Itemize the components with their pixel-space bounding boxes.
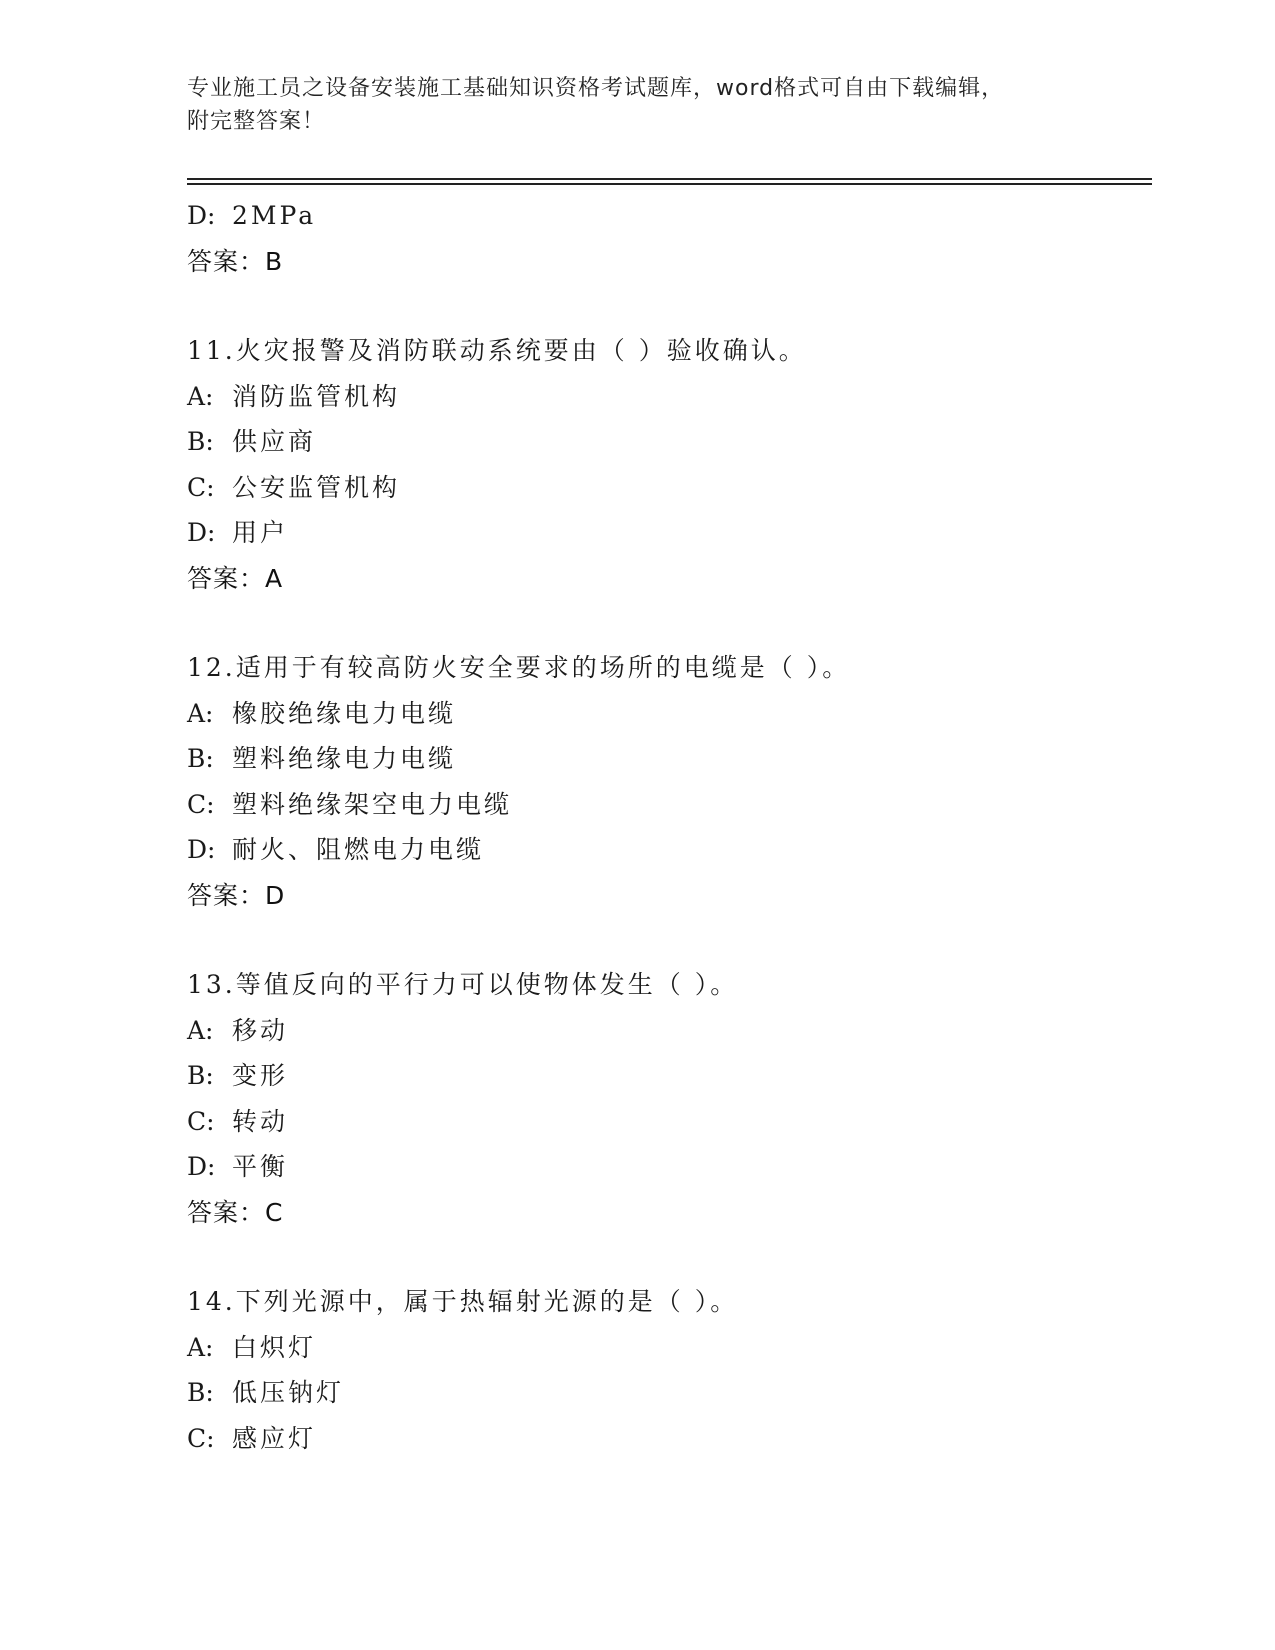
option-row xyxy=(187,465,1147,511)
option-row xyxy=(187,1099,1147,1145)
option-letter: B: xyxy=(187,744,214,773)
option-letter: D: xyxy=(187,201,216,230)
option-row xyxy=(187,691,1147,737)
option-text: 转动 xyxy=(232,1106,289,1136)
question-stem: 14.下列光源中，属于热辐射光源的是（ ）。 xyxy=(187,1287,739,1316)
option-row xyxy=(187,193,1147,239)
option-text: 用户 xyxy=(232,518,289,547)
option-text: 供应商 xyxy=(232,427,317,456)
option-letter: B: xyxy=(187,1061,214,1090)
option-text: 白炽灯 xyxy=(232,1332,317,1362)
answer-line: 答案：C xyxy=(187,1197,284,1227)
option-letter: B: xyxy=(187,427,214,456)
option-text: 低压钠灯 xyxy=(232,1378,345,1407)
option-text: 感应灯 xyxy=(232,1423,317,1453)
header-line-2: 附完整答案！ xyxy=(187,109,326,134)
option-letter: C: xyxy=(187,1106,215,1136)
option-text: 变形 xyxy=(232,1061,289,1090)
option-text: 2MPa xyxy=(232,201,317,230)
option-row xyxy=(187,736,1147,782)
option-row xyxy=(187,827,1147,873)
option-text: 耐火、阻燃电力电缆 xyxy=(232,835,485,864)
option-letter: D: xyxy=(187,1152,216,1181)
option-text: 橡胶绝缘电力电缆 xyxy=(232,698,457,728)
option-text: 平衡 xyxy=(232,1152,289,1181)
option-row xyxy=(187,782,1147,828)
option-row xyxy=(187,419,1147,465)
question-stem: 12.适用于有较高防火安全要求的场所的电缆是（ ）。 xyxy=(187,653,851,682)
option-letter: C: xyxy=(187,1423,215,1453)
option-row xyxy=(187,374,1147,420)
option-text: 塑料绝缘电力电缆 xyxy=(232,744,457,773)
option-text: 移动 xyxy=(232,1015,289,1045)
option-row xyxy=(187,1008,1147,1054)
option-letter: C: xyxy=(187,472,215,502)
option-letter: A: xyxy=(187,698,214,728)
answer-line: 答案：A xyxy=(187,563,284,593)
option-letter: A: xyxy=(187,1332,214,1362)
header-line-1: 专业施工员之设备安装施工基础知识资格考试题库，word格式可自由下载编辑， xyxy=(187,76,1005,101)
option-row xyxy=(187,1144,1147,1190)
question-list xyxy=(187,193,1147,1461)
option-letter: B: xyxy=(187,1378,214,1407)
answer-line: 答案：B xyxy=(187,246,284,276)
option-row xyxy=(187,1416,1147,1462)
answer-line: 答案：D xyxy=(187,880,286,910)
question-stem: 13.等值反向的平行力可以使物体发生（ ）。 xyxy=(187,970,739,999)
option-row xyxy=(187,510,1147,556)
option-letter: A: xyxy=(187,1015,214,1045)
option-text: 公安监管机构 xyxy=(232,472,401,502)
option-letter: C: xyxy=(187,789,215,819)
question-stem: 11.火灾报警及消防联动系统要由（ ）验收确认。 xyxy=(187,336,807,365)
document-header xyxy=(187,72,1067,138)
header-divider-bottom xyxy=(187,183,1152,185)
option-letter: D: xyxy=(187,835,216,864)
option-row xyxy=(187,1325,1147,1371)
option-letter: A: xyxy=(187,381,214,411)
option-text: 塑料绝缘架空电力电缆 xyxy=(232,789,513,819)
option-text: 消防监管机构 xyxy=(232,381,401,411)
header-divider-top xyxy=(187,178,1152,180)
option-row xyxy=(187,1370,1147,1416)
option-row xyxy=(187,1053,1147,1099)
option-letter: D: xyxy=(187,518,216,547)
